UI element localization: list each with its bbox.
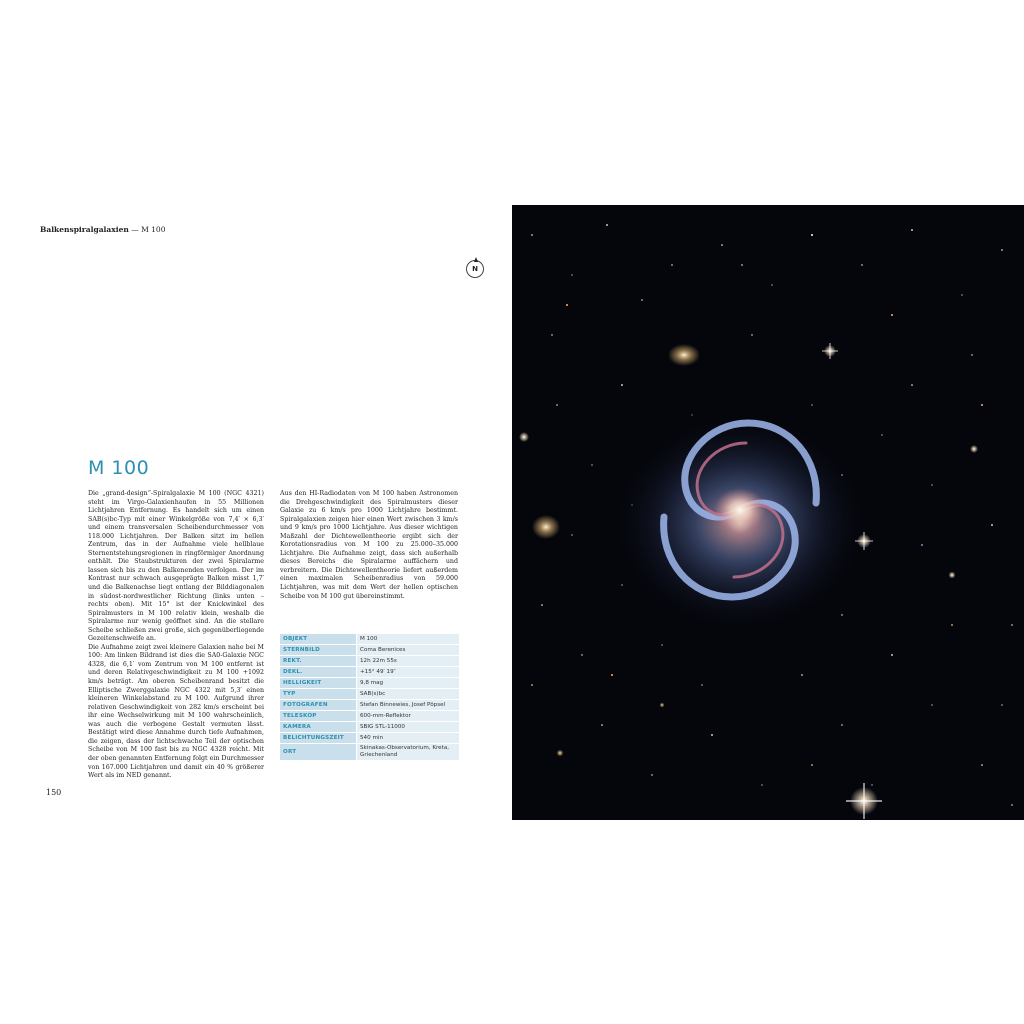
info-key: TYP	[280, 689, 357, 700]
info-value: 540 min	[357, 733, 460, 744]
info-key: OBJEKT	[280, 634, 357, 645]
table-row	[280, 667, 459, 678]
compass-label: N	[472, 265, 478, 273]
table-row	[280, 711, 459, 722]
object-info-table	[280, 634, 459, 761]
info-value: +15° 49′ 19″	[357, 667, 460, 678]
body-paragraph: Die „grand-design“-Spiralgalaxie M 100 (NGC 4321) steht im Virgo-Galaxienhaufen in 55 Millionen Lichtjahren Entfernung. Es handelt sich um einen SAB(s)bc-Typ mit einer Winkelgröße von 7,4′ × 6,3′ und einem transversalen Scheibendurchmesser von 118.000 Lichtjahren. Der Balken sitzt im hellen Zentrum, das in der Aufnahme viele hellblaue Sternentstehungsregionen in ringförmiger Anordnung enthält. Die Staubstrukturen der zwei Spiralarme lassen sich bis zu den Balkenenden verfolgen. Der im Kontrast nur schwach ausgeprägte Balken misst 1,7′ und die Balkenachse liegt entlang der Bilddiagonalen in südost-nordwestlicher Richtung (links unten – rechts oben). Mit 15° ist der Knickwinkel des Spiralmusters in M 100 relativ klein, weshalb die Spiralarme nur wenig geöffnet sind. An die stellare Scheibe schließen zwei große, sich gegenüberliegende Gezeitenschweife an.	[88, 490, 264, 643]
info-key: TELESKOP	[280, 711, 357, 722]
running-head-object: M 100	[141, 225, 166, 234]
table-row	[280, 645, 459, 656]
table-row	[280, 744, 459, 761]
info-key: KAMERA	[280, 722, 357, 733]
info-key: DEKL.	[280, 667, 357, 678]
table-row	[280, 689, 459, 700]
info-key: HELLIGKEIT	[280, 678, 357, 689]
info-key: FOTOGRAFEN	[280, 700, 357, 711]
body-paragraph: Die Aufnahme zeigt zwei kleinere Galaxien nahe bei M 100: Am linken Bildrand ist dies die SA0-Galaxie NGC 4328, die 6,1′ vom Zentrum von M 100 entfernt ist und deren Relativgeschwindigkeit zu M 100 +1092 km/s beträgt. Am oberen Scheibenrand besitzt die Elliptische Zwerggalaxie NGC 4322 mit 5,3′ einen kleineren Winkelabstand zu M 100. Aufgrund ihrer relativen Geschwindigkeit von 282 km/s erscheint bei ihr eine Wechselwirkung mit M 100 wahrscheinlich, was auch die verbogene Gestalt vermuten lässt. Bestätigt wird diese Annahme durch tiefe Aufnahmen, die zeigen, dass der lichtschwache Teil der optischen Scheibe von M 100 fast bis zu NGC 4328 reicht. Mit der oben genannten Entfernung folgt ein Durchmesser von 167.000 Lichtjahren und damit ein 40 % größerer Wert als im NED genannt.	[88, 643, 264, 780]
galaxy-image	[512, 205, 1024, 820]
body-column-right	[280, 490, 458, 601]
table-row	[280, 700, 459, 711]
info-value: 600-mm-Reflektor	[357, 711, 460, 722]
info-key: ORT	[280, 744, 357, 761]
table-row	[280, 656, 459, 667]
running-head-separator: —	[131, 225, 139, 234]
info-key: REKT.	[280, 656, 357, 667]
body-column-left	[88, 490, 264, 781]
info-value: 12h 22m 55s	[357, 656, 460, 667]
page-number: 150	[46, 788, 62, 797]
object-title: M 100	[88, 457, 150, 479]
info-value: Stefan Binnewies, Josef Pöpsel	[357, 700, 460, 711]
info-value: SBIG STL-11000	[357, 722, 460, 733]
table-row	[280, 678, 459, 689]
running-head	[40, 225, 165, 235]
running-head-section: Balkenspiralgalaxien	[40, 225, 129, 234]
info-key: BELICHTUNGSZEIT	[280, 733, 357, 744]
body-paragraph: Aus den HI-Radiodaten von M 100 haben Astronomen die Drehgeschwindigkeit des Spiralmusters dieser Galaxie zu 6 km/s pro 1000 Lichtjahre bestimmt. Spiralgalaxien zeigen hier einen Wert zwischen 3 km/s und 9 km/s pro 1000 Lichtjahre. Aus dieser wichtigen Maßzahl der Dichtewellentheorie ergibt sich der Korotationsradius von M 100 zu 25.000–35.000 Lichtjahre. Die Aufnahme zeigt, dass sich außerhalb dieses Bereichs die Spiralarme auffächern und verbreitern. Die Dichtewellentheorie liefert außerdem einen maximalen Scheibenradius von 59.000 Lichtjahren, was mit dem Wert der hellen optischen Scheibe von M 100 gut übereinstimmt.	[280, 490, 458, 600]
info-value: M 100	[357, 634, 460, 645]
info-value: Skinakas-Observatorium, Kreta, Griechenland	[357, 744, 460, 761]
table-row	[280, 733, 459, 744]
north-arrow-icon	[466, 260, 484, 278]
info-value: SAB(s)bc	[357, 689, 460, 700]
info-value: Coma Berenices	[357, 645, 460, 656]
table-row	[280, 634, 459, 645]
info-key: STERNBILD	[280, 645, 357, 656]
galaxy-photo	[512, 205, 1024, 820]
table-row	[280, 722, 459, 733]
info-value: 9,8 mag	[357, 678, 460, 689]
